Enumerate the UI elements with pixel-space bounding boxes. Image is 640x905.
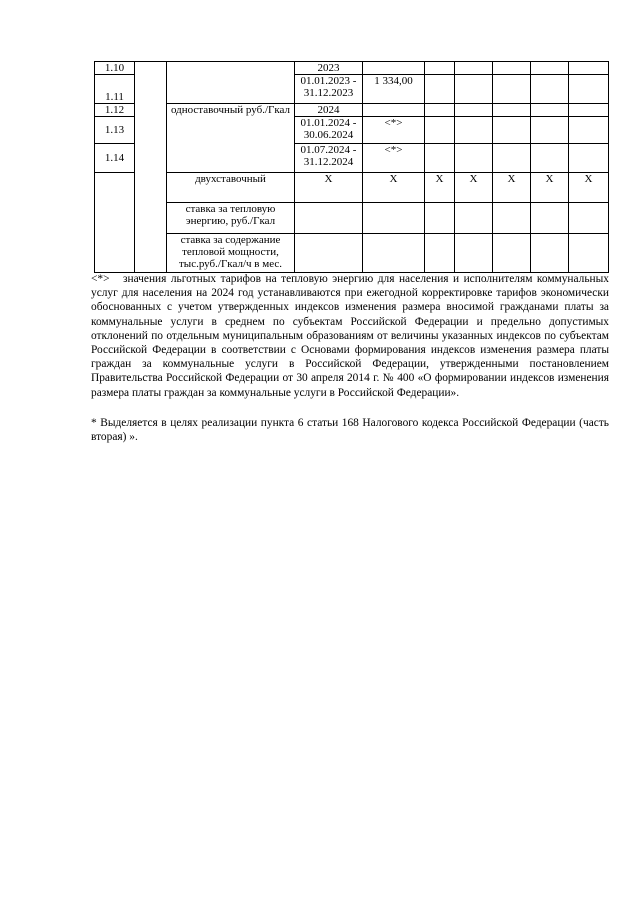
notes-section — [91, 272, 609, 444]
footnote-text: значения льготных тарифов на тепловую энергию для населения и исполнителям коммунальных услуг для населения на 2024 год устанавливаются при ежегодной корректировке тарифов экономически обоснованных с учетом утвержденных индексов изменения размера вносимой гражданами платы за коммунальные услуги в среднем по субъектам Российской Федерации и предельно допустимых отклонений по отдельным муниципальным образованиям от величины указанных индексов по субъектам Российской Федерации в соответствии с Основами формирования индексов изменения размера платы граждан за коммунальные услуги в Российской Федерации, утвержденными постановлением Правительства Российской Федерации от 30 апреля 2014 г. № 400 «О формировании индексов изменения размера платы граждан за коммунальные услуги в Российской Федерации». — [91, 273, 610, 399]
tariff-table — [94, 61, 609, 273]
two-rate-label: двухставочный — [167, 173, 295, 203]
x-mark: X — [295, 173, 363, 203]
period-year: 2024 — [295, 104, 363, 117]
x-mark: X — [569, 173, 609, 203]
x-mark: X — [425, 173, 455, 203]
blank-merged-cell — [135, 62, 167, 273]
tariff-value: <*> — [363, 117, 425, 144]
period-year: 2023 — [295, 62, 363, 75]
x-mark: X — [531, 173, 569, 203]
x-mark: X — [455, 173, 493, 203]
footnote-mark: <*> — [91, 273, 110, 285]
rate-heat-label: ставка за тепловую энергию, руб./Гкал — [167, 203, 295, 234]
row-number: 1.10 — [95, 62, 135, 75]
row-number: 1.13 — [95, 117, 135, 144]
blank-cell — [95, 173, 135, 273]
tariff-value: 1 334,00 — [363, 75, 425, 104]
period-range: 01.01.2024 - 30.06.2024 — [295, 117, 363, 144]
single-rate-label: одноставочный руб./Гкал — [167, 104, 295, 173]
period-range: 01.01.2023 - 31.12.2023 — [295, 75, 363, 104]
tariff-value: <*> — [363, 144, 425, 173]
vat-note: * Выделяется в целях реализации пункта 6 статьи 168 Налогового кодекса Российской Федерации (часть вторая) ». — [91, 416, 609, 444]
blank-cell — [167, 62, 295, 104]
footnote-paragraph — [91, 272, 609, 400]
rate-capacity-label: ставка за содержание тепловой мощности, тыс.руб./Гкал/ч в мес. — [167, 234, 295, 273]
row-number: 1.12 — [95, 104, 135, 117]
x-mark: X — [493, 173, 531, 203]
row-number: 1.11 — [95, 75, 135, 104]
period-range: 01.07.2024 - 31.12.2024 — [295, 144, 363, 173]
x-mark: X — [363, 173, 425, 203]
row-number: 1.14 — [95, 144, 135, 173]
